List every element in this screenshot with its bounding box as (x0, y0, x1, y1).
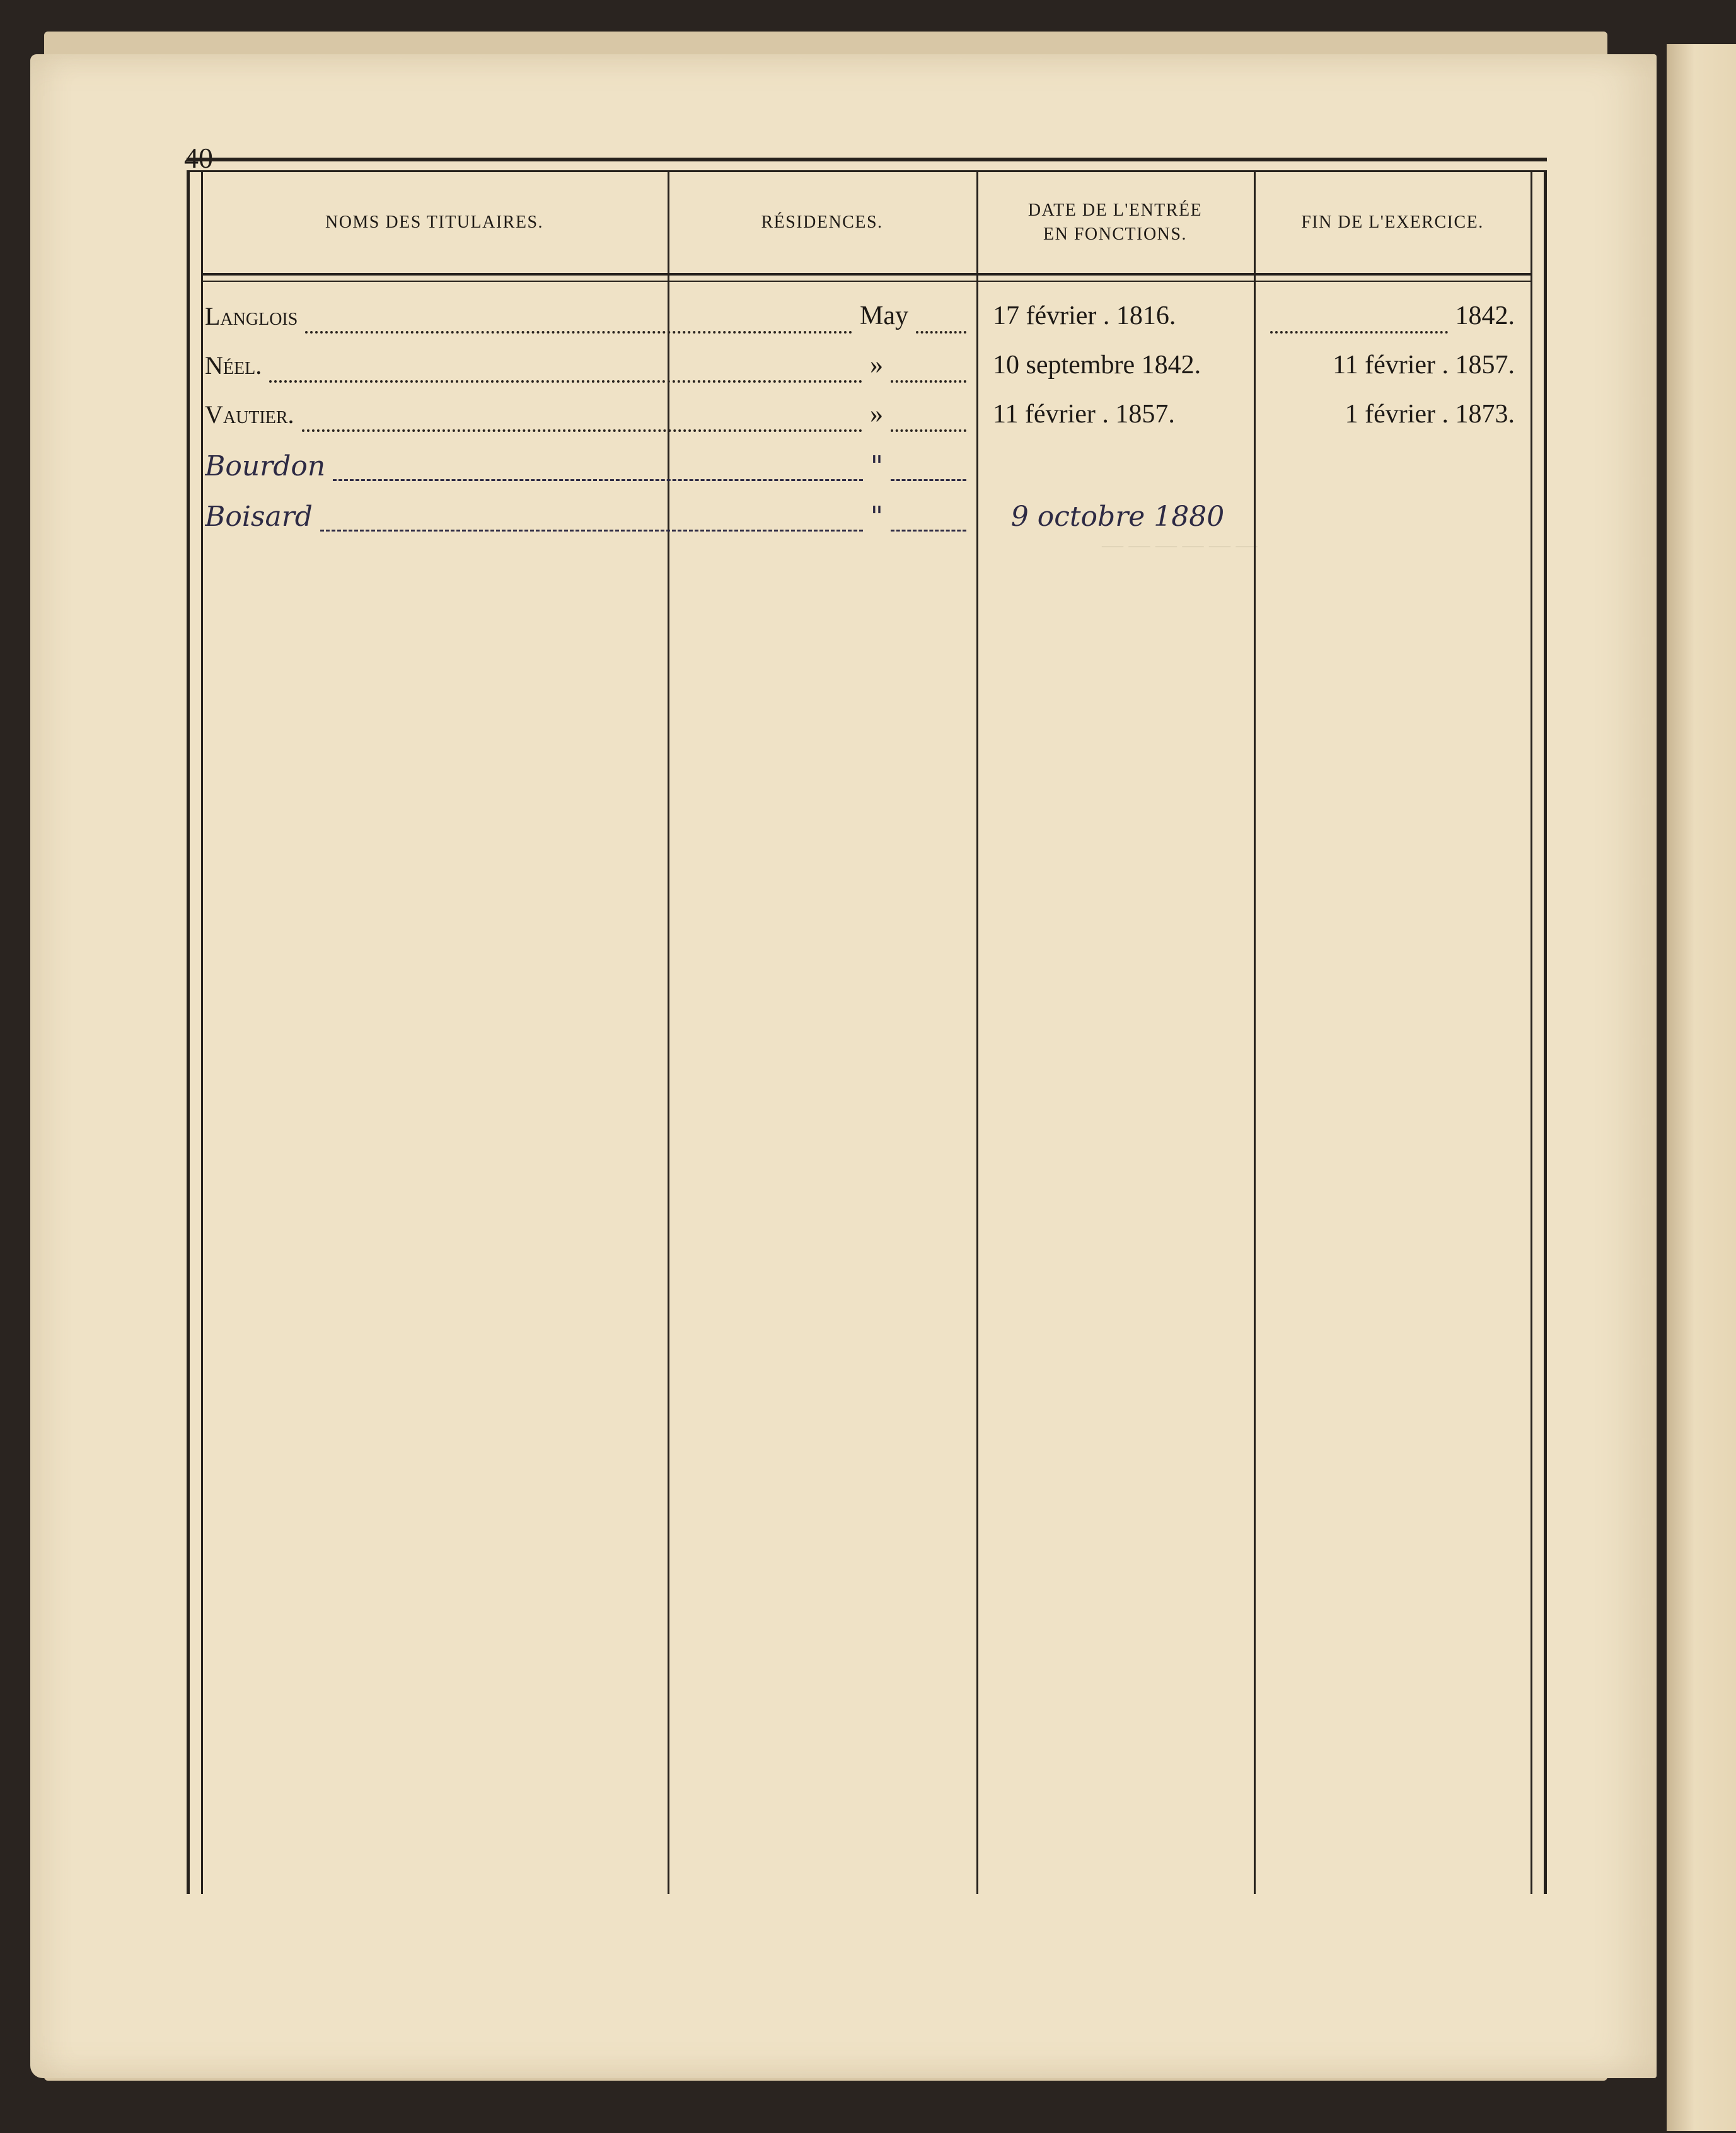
handwritten-name: Boisard (205, 500, 313, 533)
header-residences-label: RÉSIDENCES. (761, 212, 883, 233)
header-entry-date-line1: DATE DE L'ENTRÉE (1027, 201, 1203, 221)
end-date-value: 11 février . 1857. (1333, 351, 1515, 380)
leader-dots (891, 429, 966, 432)
entry-date-cell (985, 492, 1250, 540)
name-value: Néel. (205, 351, 262, 380)
header-entry-date-line2: EN FONCTIONS. (1043, 224, 1187, 244)
end-date-cell (1263, 341, 1515, 389)
table-row (205, 292, 1529, 340)
residence-value: » (870, 351, 883, 380)
name-cell (205, 492, 974, 540)
header-end (1254, 172, 1531, 273)
entry-date-cell (985, 341, 1258, 389)
entry-date-value: 10 septembre 1842. (993, 351, 1201, 380)
name-cell (205, 341, 974, 389)
header-entry-date (976, 172, 1254, 273)
header-residences (668, 172, 976, 273)
leader-dots (305, 331, 852, 334)
leader-dots (891, 380, 966, 383)
name-cell (205, 390, 974, 438)
residence-value: » (870, 400, 883, 429)
header-names (201, 172, 668, 273)
header-end-label: FIN DE L'EXERCICE. (1301, 212, 1484, 233)
handwritten-ditto: " (870, 450, 883, 482)
table-outer-border (187, 170, 1547, 1894)
entry-date-cell (985, 292, 1258, 340)
handwritten-entry-date: 9 octobre 1880 (1010, 500, 1225, 533)
name-value: Langlois (205, 301, 298, 330)
entry-date-value: 17 février . 1816. (993, 301, 1176, 330)
handwritten-leader (891, 530, 966, 532)
leader-dots (269, 380, 862, 383)
page-number: 40 (184, 142, 213, 174)
handwritten-name: Bourdon (205, 450, 326, 482)
end-date-cell (1263, 292, 1515, 340)
leader-dots (1270, 331, 1448, 334)
table-row (205, 442, 1529, 490)
entry-date-cell (985, 390, 1258, 438)
leader-dots (302, 429, 862, 432)
adjacent-page-edge (1667, 44, 1736, 2131)
entry-date-value: 11 février . 1857. (993, 400, 1175, 429)
table-header (201, 172, 1532, 276)
end-date-value: 1 février . 1873. (1345, 400, 1515, 429)
handwritten-leader (320, 530, 863, 532)
bleed-through-text: — — — — — — (1102, 533, 1258, 557)
table-row (205, 341, 1529, 389)
name-cell (205, 292, 974, 340)
name-cell (205, 442, 974, 490)
table-row (205, 492, 1529, 540)
end-date-value: 1842. (1455, 301, 1515, 330)
residence-value: May (860, 301, 908, 330)
register-table (187, 158, 1547, 1894)
end-date-cell (1263, 390, 1515, 438)
handwritten-leader (333, 479, 863, 481)
leader-dots (916, 331, 966, 334)
name-value: Vautier. (205, 400, 294, 429)
table-row (205, 390, 1529, 438)
header-names-label: NOMS DES TITULAIRES. (325, 212, 544, 233)
handwritten-leader (891, 479, 966, 481)
handwritten-ditto: " (870, 500, 883, 533)
